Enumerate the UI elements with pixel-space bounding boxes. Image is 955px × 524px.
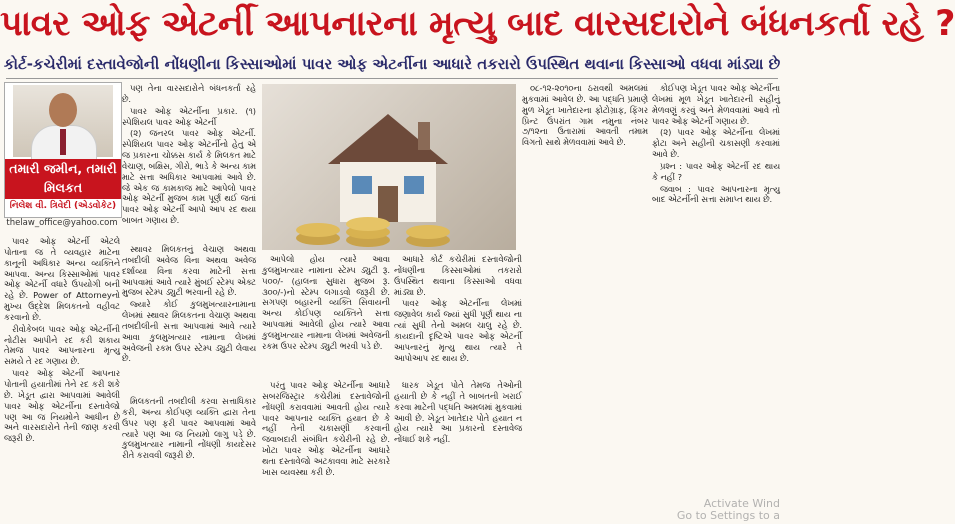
article-paragraph: (૨) પાવર ઓફ એટર્નીના લેખમાં ફોટા અને સહીની ચકાસણી કરવામાં આવે છે. [652,127,780,160]
article-paragraph: પાવર ઓફ એટર્નીના લેખમાં જણાવેલ કાર્ય જ્યાં સુધી પૂર્ણ થાય ના ત્યાં સુધી તેનો અમલ ચાલુ રહે છે. કાયદાની દૃષ્ટિએ પાવર ઓફ એટર્ની આપનારનું મૃત્યુ થાય ત્યારે તે આપોઆપ રદ થાય છે. [394,298,522,363]
article-paragraph: જવાબ : પાવર આપનારના મૃત્યુ બાદ એટર્નીની સત્તા સમાપ્ત થાય છે. [652,183,780,205]
article-column-6 [4,236,120,522]
article-paragraph: પાવર ઓફ એટર્નીના પ્રકાર. (૧) સ્પેશિયલ પાવર ઓફ એટર્ની [122,105,256,127]
article-column-1 [122,83,256,241]
article-paragraph: (૨) જનરલ પાવર ઓફ એટર્ની. સ્પેશિયલ પાવર ઓફ એટર્નીનો હેતુ એ જ પ્રકારના ચોક્કસ કાર્ય કે મિલકત માટે વેચાણ, બક્ષિસ, ગીરો, ભાડે કે અન્ય કામ માટે સત્તા અધિકાર આપવામાં આવે છે. જે એક જ કામકાજ માટે આપેલો પાવર ઓફ એટર્ની મુજબ કામ પૂર્ણ થઈ જતાં પાવર ઓફ એટર્ની આપો આપ રદ થયા બાબત ગણાય છે. [122,128,256,226]
divider-rule [6,78,778,79]
article-paragraph: જ્યારે કોઈ કુલમુખત્યારનામાના લેખમાં સ્થાવર મિલકતના વેચાણ અથવા તબદીલીની સત્તા આપવામાં આવે ત્યારે આવા કુલમુખત્યાર નામાના લેખમાં અવેજની રકમ ઉપર સ્ટેમ્પ ડ્યુટી લેવાય છે. [122,299,256,364]
windows-activation-watermark: Activate Wind Go to Settings to a [676,497,780,522]
author-name: નિલેશ વી. ત્રિવેદી (એડવોકેટ) [9,201,117,211]
article-paragraph: રીવોકેબલ પાવર ઓફ એટર્નીની નોટીસ આપીને રદ કરી શકાય તેમજ પાવર આપનારના મૃત્યુ સમયે તે રદ ગણાય છે. [4,323,120,367]
article-paragraph: કોઈપણ ખેડૂત પાવર ઓફ એટર્નીના લેખમાં મૂળ ખેડૂત ખાતેદારની સહીનું મેળવણું કરવું અને મેળવવામાં આવે તો પાવર ઓફ એટર્ની ગણાય છે. [652,83,780,126]
article-paragraph: પરંતુ પાવર ઓફ એટર્નીના આધારે સબરજિસ્ટ્રાર કચેરીમાં દસ્તાવેજોની નોંધણી કરાવવામાં આવતી હોય ત્યારે પાવર આપનાર વ્યક્તિ હયાત છે કે નહીં તેની ચકાસણી કરવાની જવાબદારી સંબંધિત કચેરીની રહે છે. ખોટા પાવર ઓફ એટર્નીના આધારે થતા દસ્તાવેજો અટકાવવા માટે સરકારે ખાસ વ્યવસ્થા કરી છે. [262,380,390,477]
article-column-7 [122,244,256,392]
article-paragraph: સ્થાવર મિલકતનું વેચાણ અથવા તબદીલી અવેજ વિના અથવા અવેજ દર્શાવ્યા વિના કરવા માટેની સત્તા આપવામાં આવે ત્યારે મુંબઈ સ્ટેમ્પ એક્ટ મુજબ સ્ટેમ્પ ડ્યુટી ભરવાની રહે છે. [122,244,256,298]
article-paragraph: પાવર ઓફ એટર્ની આપનાર પોતાની હયાતીમાં તેને રદ કરી શકે છે. ખેડૂત દ્વારા આપવામાં આવેલી પાવર ઓફ એટર્નીના દસ્તાવેજો પણ આ જ નિયમોને આધીન છે અને વારસદારોને તેની જાણ કરવી જરૂરી છે. [4,368,120,444]
article-column-9 [262,380,390,522]
article-column-4 [522,83,648,522]
article-paragraph: આપેલો હોય ત્યારે આવા કુલમુખત્યાર નામાના સ્ટેમ્પ ડ્યુટી રૂ. ૫૦૦/- (હાલના સુધારા મુજબ રૂ. ૩૦૦/-)નો સ્ટેમ્પ લગાડવો જરૂરી છે. સગપણ બહારની વ્યક્તિ સિવાયની અન્ય કોઈપણ વ્યક્તિને સત્તા આપવામાં આવેલી હોય ત્યારે આવા કુલમુખત્યાર નામાના લેખમાં અવેજની રકમ ઉપર સ્ટેમ્પ ડ્યુટી ભરવી પડે છે. [262,254,390,351]
article-subheadline: કોર્ટ-કચેરીમાં દસ્તાવેજોની નોંધણીના કિસ્સાઓમાં પાવર ઓફ એટર્નીના આધારે તકરારો ઉપસ્થિત થવાના કિસ્સાઓ વધવા માંડ્યા છે [3,55,781,73]
article-paragraph: પ્રશ્ન : પાવર ઓફ એટર્ની રદ થાય કે નહીં ? [652,160,780,182]
author-email: thelaw_office@yahoo.com [6,218,118,228]
author-photo [13,85,113,157]
article-column-5 [652,83,780,503]
article-headline: પાવર ઓફ એટર્ની આપનારના મૃત્યુ બાદ વારસદારોને બંધનકર્તા રહે ? [0,4,955,44]
article-paragraph: ધારક ખેડૂત પોતે તેમજ તેઓની હયાતી છે કે નહીં તે બાબતની ખરાઈ કરવા માટેની પદ્ધતિ અમલમાં મુકવામાં આવી છે. ખેડૂત ખાતેદાર પોતે હયાત ન હોય ત્યારે આ પ્રકારનો દસ્તાવેજ નોંધાઈ શકે નહીં. [394,380,522,445]
article-paragraph: આધારે કોર્ટ કચેરીમાં દસ્તાવેજોની નોંધણીના કિસ્સાઓમાં તકરારો ઉપસ્થિત થવાના કિસ્સાઓ વધવા માંડ્યા છે. [394,254,522,297]
house-model-with-coins-image [262,84,516,250]
article-paragraph: પાવર ઓફ એટર્ની એટલે પોતાના જ તે વ્યવહાર માટેના કાનૂની અધિકાર અન્ય વ્યક્તિને આપવા. અન્ય કિસ્સાઓમાં પાવર ઓફ એટર્ની વધારે ઉપયોગી બની રહે છે. Power of Attorneyનો મુખ્ય ઉદ્દેશ મિલકતનો વહીવટ કરવાનો છે. [4,236,120,322]
column-name: તમારી જમીન, તમારી મિલકત [5,159,121,199]
article-column-8 [122,396,256,522]
article-column-10 [394,380,522,522]
article-paragraph: પણ તેના વારસદારોને બંધનકર્તા રહે છે. [122,83,256,104]
byline-box [4,82,122,218]
article-paragraph: મિલકતની તબદીલી કરવા સત્તાધિકાર કરી, અન્ય કોઈપણ વ્યક્તિ દ્વારા તેના ઉપર પણ ફરી પાવર આપવામાં આવે ત્યારે પણ આ જ નિયમો લાગુ પડે છે. કુલમુખત્યાર નામાની નોંધણી કાયદેસર રીતે કરાવવી જરૂરી છે. [122,396,256,461]
article-paragraph: ૦૮-૧૨-૨૦૧૦ના ઠરાવથી અમલમાં મુકવામાં આવેલ છે. આ પદ્ધતિ પ્રમાણે મુળ ખેડૂત ખાતેદારના ફોટોગ્રાફ, ફિંગર પ્રિન્ટ ઉપરાંત ગામ નમુના નંબર ૭/૧૨ના ઉતારામાં આવતી તમામ વિગતો સાથે મેળવવામાં આવે છે. [522,83,648,148]
